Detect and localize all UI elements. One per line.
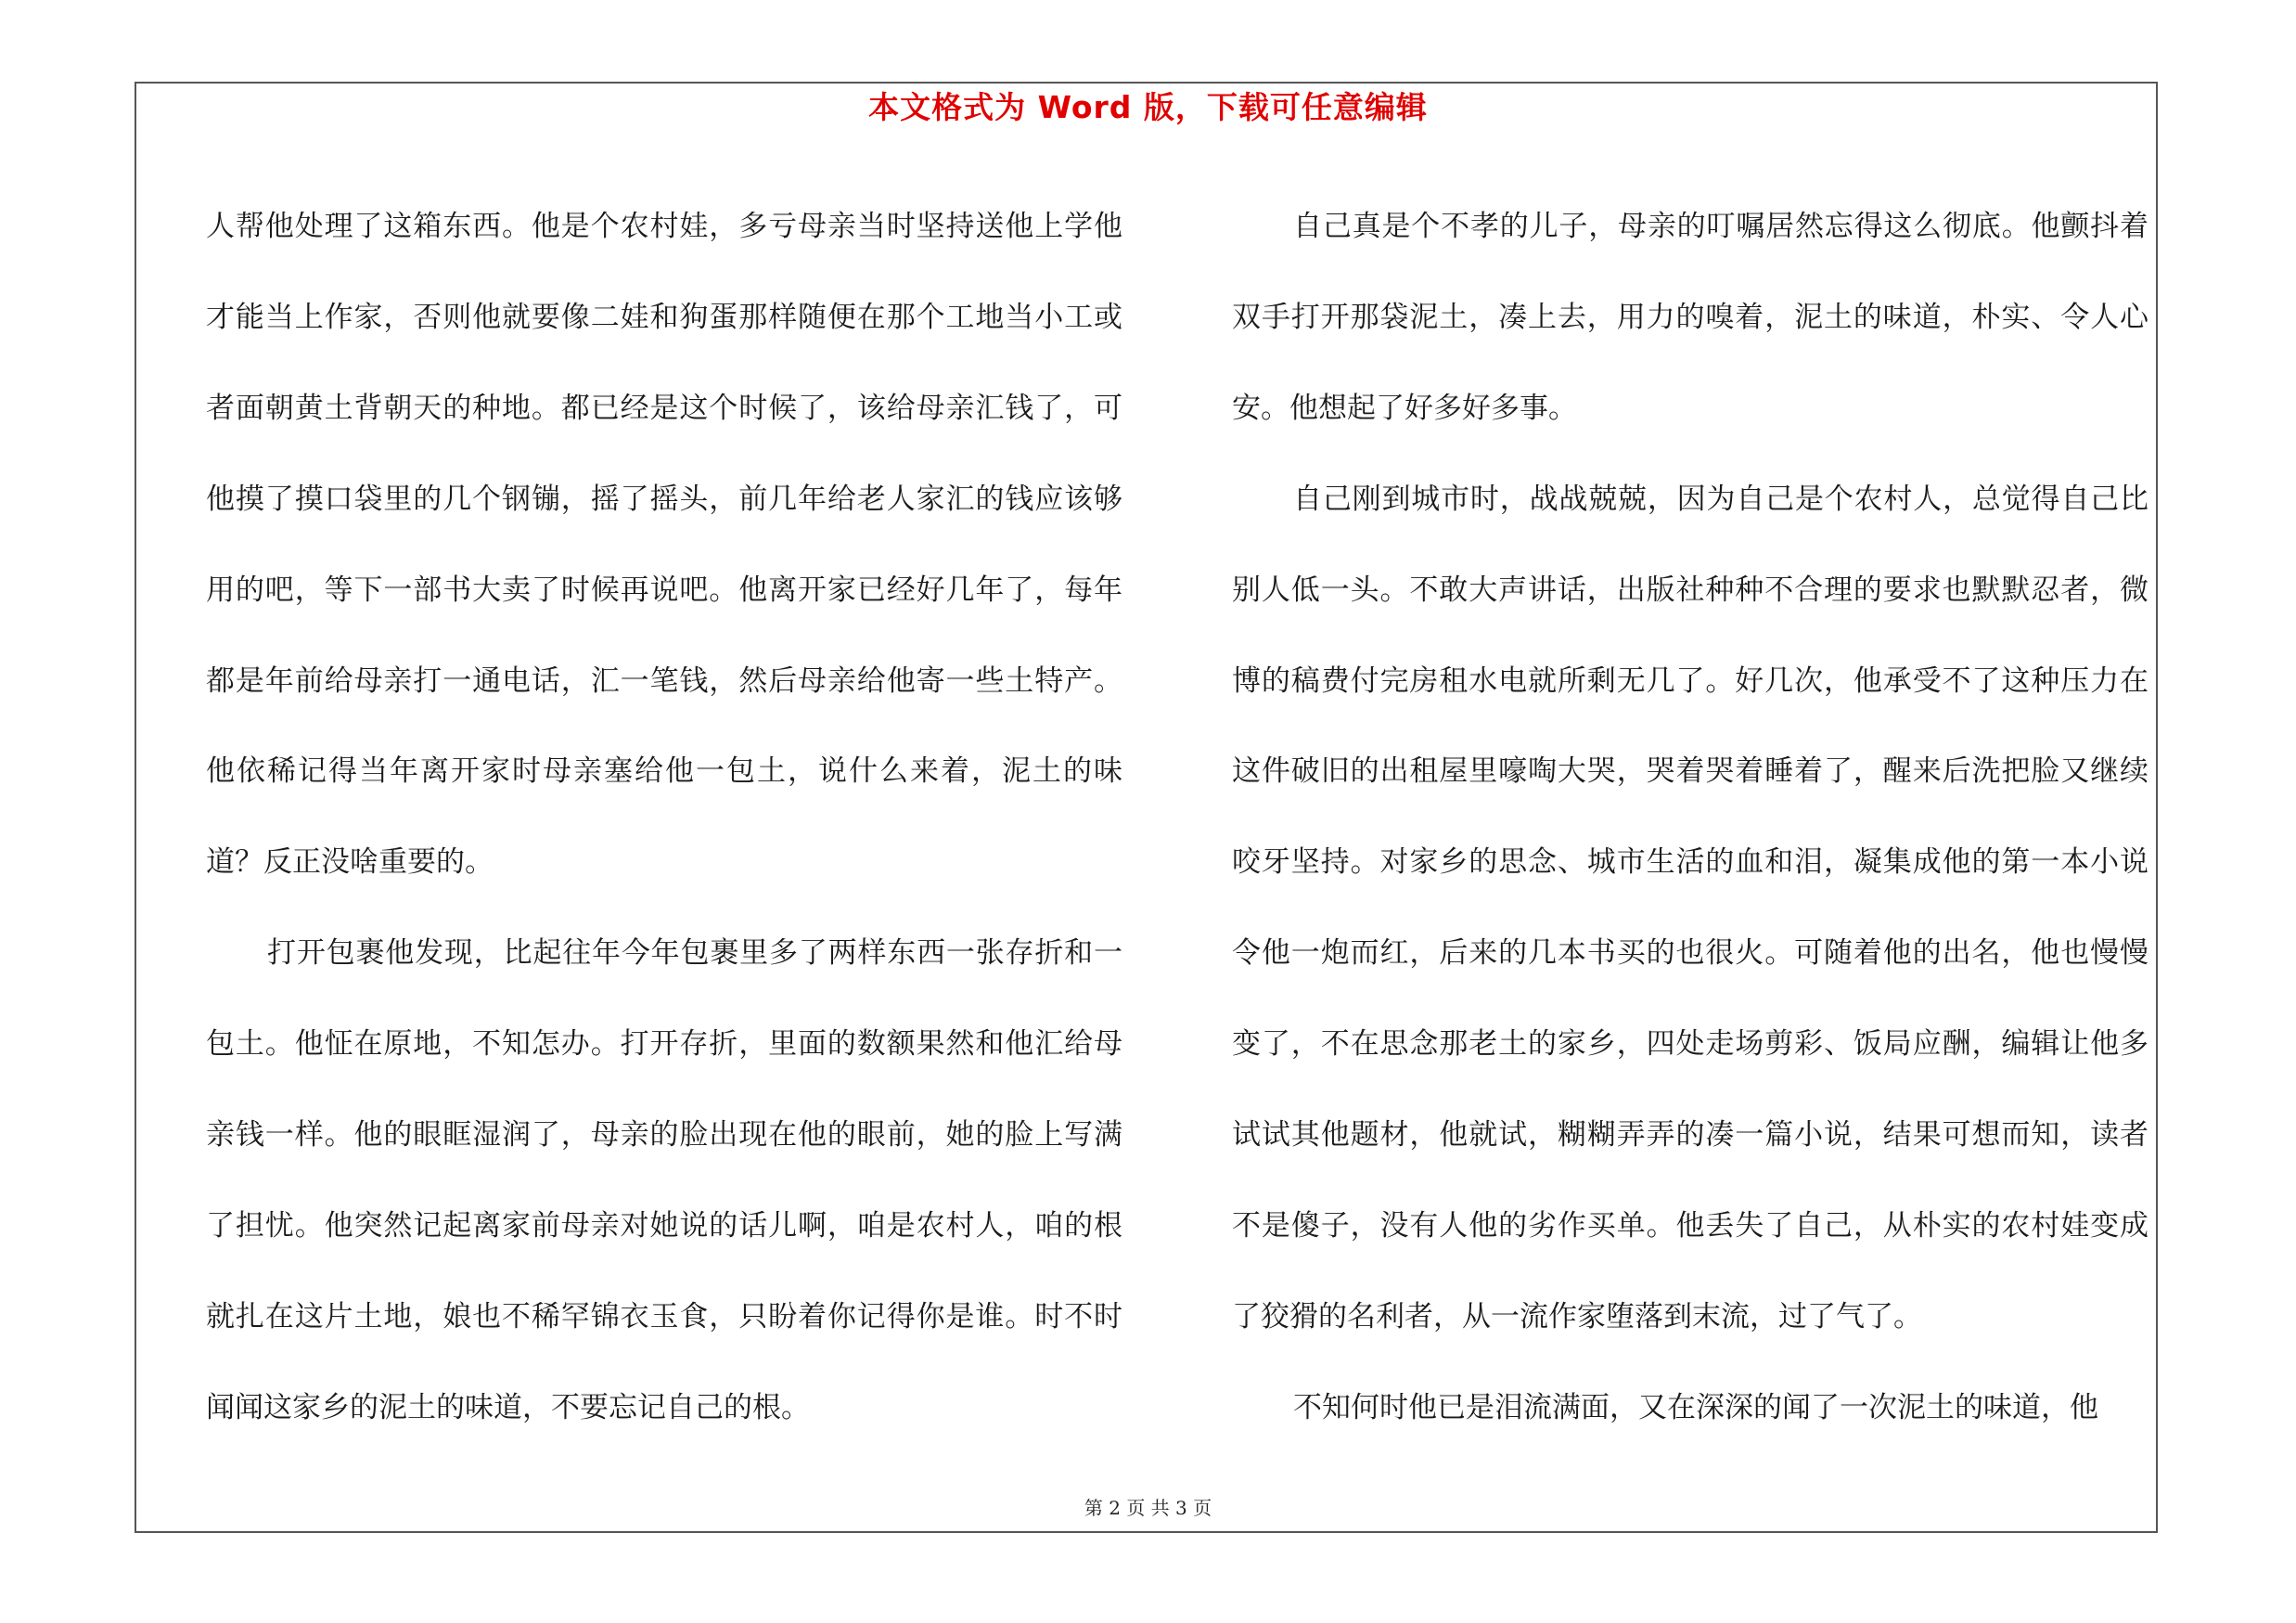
word-format-banner: 本文格式为 Word 版，下载可任意编辑: [868, 89, 1428, 125]
right-paragraph-3: 不知何时他已是泪流满面，又在深深的闻了一次泥土的味道，他: [1293, 1390, 2098, 1424]
page-number: 第 2 页 共 3 页: [1084, 1497, 1212, 1519]
right-column: [1232, 182, 2148, 1454]
left-paragraph-2: 打开包裹他发现，比起往年今年包裹里多了两样东西一张存折和一包土。他怔在原地，不知怎办。打开存折，里面的数额果然和他汇给母亲钱一样。他的眼眶湿润了，母亲的脸出现在他的眼前，她的脸上写满了担忧。他突然记起离家前母亲对她说的话儿啊，咱是农村人，咱的根就扎在这片土地，娘也不稀罕锦衣玉食，只盼着你记得你是谁。时不时闻闻这家乡的泥土的味道，不要忘记自己的根。: [206, 936, 1122, 1424]
left-column: [206, 182, 1122, 1454]
right-paragraph-1: 自己真是个不孝的儿子，母亲的叮嘱居然忘得这么彻底。他颤抖着双手打开那袋泥土，凑上去，用力的嗅着，泥土的味道，朴实、令人心安。他想起了好多好多事。: [1232, 210, 2148, 425]
left-paragraph-1: 人帮他处理了这箱东西。他是个农村娃，多亏母亲当时坚持送他上学他才能当上作家，否则他就要像二娃和狗蛋那样随便在那个工地当小工或者面朝黄土背朝天的种地。都已经是这个时候了，该给母亲汇钱了，可他摸了摸口袋里的几个钢镚，摇了摇头，前几年给老人家汇的钱应该够用的吧，等下一部书大卖了时候再说吧。他离开家已经好几年了，每年都是年前给母亲打一通电话，汇一笔钱，然后母亲给他寄一些土特产。他依稀记得当年离开家时母亲塞给他一包土，说什么来着，泥土的味道？反正没啥重要的。: [206, 210, 1122, 880]
right-paragraph-2: 自己刚到城市时，战战兢兢，因为自己是个农村人，总觉得自己比别人低一头。不敢大声讲话，出版社种种不合理的要求也默默忍者，微博的稿费付完房租水电就所剩无几了。好几次，他承受不了这种压力在这件破旧的出租屋里嚎啕大哭，哭着哭着睡着了，醒来后洗把脸又继续咬牙坚持。对家乡的思念、城市生活的血和泪，凝集成他的第一本小说令他一炮而红，后来的几本书买的也很火。可随着他的出名，他也慢慢变了，不在思念那老土的家乡，四处走场剪彩、饭局应酬，编辑让他多试试其他题材，他就试，糊糊弄弄的凑一篇小说，结果可想而知，读者不是傻子，没有人他的劣作买单。他丢失了自己，从朴实的农村娃变成了狡猾的名利者，从一流作家堕落到末流，过了气了。: [1232, 482, 2148, 1333]
